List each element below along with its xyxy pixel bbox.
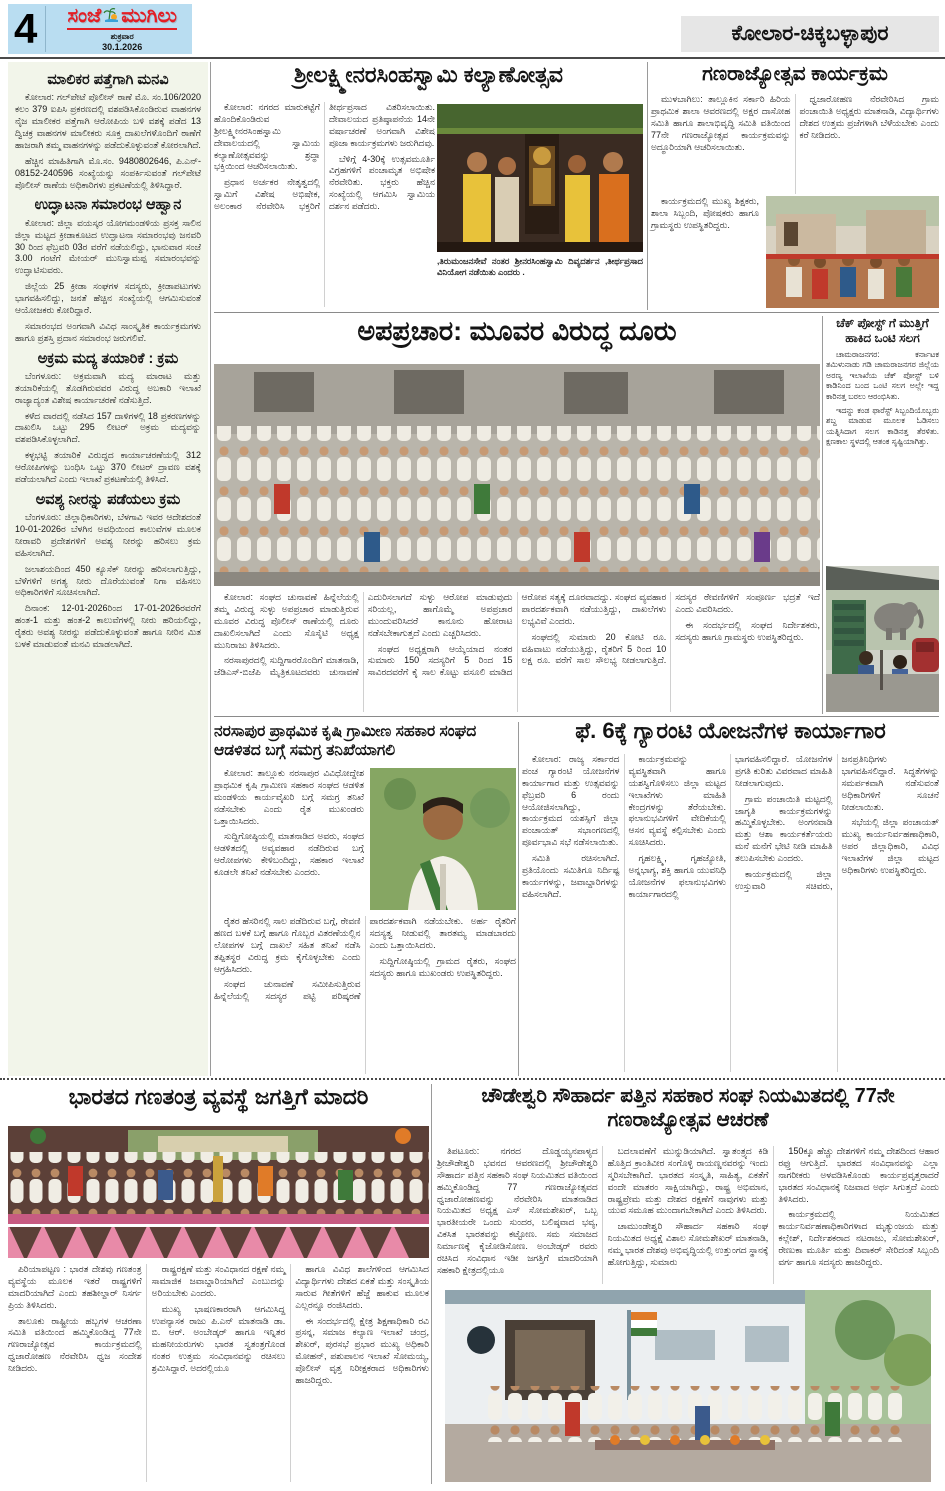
kalyanotsava-headline: ಶ್ರೀಲಕ್ಷ್ಮೀನರಸಿಂಹಸ್ವಾಮಿ ಕಲ್ಯಾಣೋತ್ಸವ <box>294 62 563 87</box>
ganatantra-headline: ಭಾರತದ ಗಣತಂತ್ರ ವ್ಯವಸ್ಥೆ ಜಗತ್ತಿಗೆ ಮಾದರಿ <box>68 1084 369 1109</box>
paragraph: ಧ್ವಜಾರೋಹಣ ನೆರವೇರಿಸಿದ ಗ್ರಾಮ ಪಂಚಾಯಿತಿ ಅಧ್ಯಕ್ಷರು ಮಾತನಾಡಿ, ವಿದ್ಯಾರ್ಥಿಗಳು ದೇಶದ ಉತ್ತಮ ಪ್ರಜೆಗಳಾಗಿ ಬೆಳೆಯಬೇಕು ಎಂದು ಕರೆ ನೀಡಿದರು. <box>799 94 939 140</box>
masthead <box>8 4 192 54</box>
column-rule <box>210 62 211 1076</box>
photo-group-press-meet <box>214 364 820 586</box>
article-narasapura <box>214 722 516 1076</box>
masthead-date: 30.1.2026 <box>102 42 143 52</box>
elephant-body <box>826 350 939 448</box>
paragraph: ಬೆಂಗಳೂರು: ಅಕ್ರಮವಾಗಿ ಮದ್ಯ ಮಾರಾಟ ಮತ್ತು ತಯಾರಿಕೆಯಲ್ಲಿ ತೊಡಗಿರುವವರ ವಿರುದ್ಧ ಅಬಕಾರಿ ಇಲಾಖೆ ರಾಜ್ಯಾದ್ಯಂತ ವಿಶೇಷ ಕಾರ್ಯಾಚರಣೆ ನಡೆಸುತ್ತಿದೆ. <box>15 370 201 405</box>
paragraph: ಕೋಲಾರ: ತಾಲ್ಲೂಕು ನರಸಾಪುರ ವಿವಿಧೋದ್ದೇಶ ಪ್ರಾಥಮಿಕ ಕೃಷಿ ಗ್ರಾಮೀಣ ಸಹಕಾರ ಸಂಘದ ಆಡಳಿತ ಮಂಡಳಿಯ ಕಾರ್ಯವೈಖರಿ ಬಗ್ಗೆ ಸಮಗ್ರ ತನಿಖೆ ನಡೆಸಬೇಕು ಎಂದು ರೈತ ಮುಖಂಡರು ಒತ್ತಾಯಿಸಿದರು. <box>214 768 364 826</box>
left-story4-body <box>15 512 201 651</box>
paragraph: ಸಂಘದ ಅಧ್ಯಕ್ಷರಾಗಿ ಆಯ್ಕೆಯಾದ ನಂತರ ಸುಮಾರು 150 ಸದಸ್ಯರಿಗೆ 5 ರಿಂದ 15 ಸಾವಿರದವರೆಗೆ ಕೈ ಸಾಲ ಕೊಟ್ಟು ವಸೂಲಿ ಮಾಡಿದ ಆರೋಪ ಸತ್ಯಕ್ಕೆ ದೂರವಾದದ್ದು. ಸಂಘದ ವ್ಯವಹಾರ ಪಾರದರ್ಶಕವಾಗಿ ನಡೆಯುತ್ತಿದ್ದು, ದಾಖಲೆಗಳು ಲಭ್ಯವಿವೆ ಎಂದರು. <box>367 592 667 678</box>
paragraph: ಕಾರ್ಯಕ್ರಮವನ್ನು ವ್ಯವಸ್ಥಿತವಾಗಿ ಹಾಗೂ ಯಶಸ್ವಿಗೊಳಿಸಲು ಜಿಲ್ಲಾ ಮಟ್ಟದ ಇಲಾಖೆಗಳು ಮಾಹಿತಿ ಕೇಂದ್ರಗಳನ್ನು ತೆರೆಯಬೇಕು. ಫಲಾನುಭವಿಗಳಿಗೆ ವೇದಿಕೆಯಲ್ಲಿ ಆಸನ ವ್ಯವಸ್ಥೆ ಕಲ್ಪಿಸಬೇಕು ಎಂದು ಸೂಚಿಸಿದರು. <box>628 754 726 848</box>
palm-tree-icon <box>103 6 119 26</box>
article-kalyanotsava <box>214 62 643 310</box>
paragraph: ಮುಳಬಾಗಿಲು: ತಾಲ್ಲೂಕಿನ ಸರ್ಕಾರಿ ಹಿರಿಯ ಪ್ರಾಥಮಿಕ ಶಾಲಾ ಆವರಣದಲ್ಲಿ ಅಕ್ಷರ ದಾಸೋಹ ಸಮಿತಿ ಹಾಗೂ ಶಾಲಾಭಿವೃದ್ಧಿ ಸಮಿತಿ ವತಿಯಿಂದ 77ನೇ ಗಣರಾಜ್ಯೋತ್ಸವ ಕಾರ್ಯಕ್ರಮವನ್ನು ಅದ್ಧೂರಿಯಾಗಿ ಆಚರಿಸಲಾಯಿತು. <box>651 94 791 152</box>
paragraph: ಕೋಲಾರ: ನಗರದ ಮಾರುಕಟ್ಟೆಗೆ ಹೊಂದಿಕೊಂಡಿರುವ ಶ್ರೀಲಕ್ಷ್ಮೀನರಸಿಂಹಸ್ವಾಮಿ ದೇವಾಲಯದಲ್ಲಿ ಸ್ವಾಮಿಯ ಕಲ್ಯಾಣೋತ್ಸವವನ್ನು ಶ್ರದ್ಧಾ ಭಕ್ತಿಯಿಂದ ಆಚರಿಸಲಾಯಿತು. <box>214 102 320 172</box>
paragraph: ಬೆಳಿಗ್ಗೆ 4-30ಕ್ಕೆ ಉತ್ಸವಮೂರ್ತಿ ವಿಗ್ರಹಗಳಿಗೆ ಪಂಚಾಮೃತ ಅಭಿಷೇಕ ನೆರವೇರಿತು. ಭಕ್ತರು ಹೆಚ್ಚಿನ ಸಂಖ್ಯೆಯಲ್ಲಿ ಆಗಮಿಸಿ ಸ್ವಾಮಿಯ ದರ್ಶನ ಪಡೆದರು. <box>329 153 435 211</box>
paragraph: ಬದಲಾವಣೆಗೆ ಮುನ್ನುಡಿಯಾಗಿದೆ. ಸ್ವಾತಂತ್ರ್ಯದ ಕಿಡಿ ಹೊತ್ತಿದ ಕ್ರಾಂತಿವೀರ ಸಂಗೊಳ್ಳಿ ರಾಯಣ್ಣನವರನ್ನು ಇಂದು ಸ್ಮರಿಸಬೇಕಾಗಿದೆ. ಭಾರತದ ಸಂಸ್ಕೃತಿ, ಸಾಹಿತ್ಯ, ಏಕತೆಗೆ ವಂದೇ ಮಾತರಂ ಸಾಕ್ಷಿಯಾಗಿದ್ದು, ರಾಷ್ಟ್ರ ಅಭಿಮಾನ, ರಾಷ್ಟ್ರಪ್ರೇಮ ಮತ್ತು ದೇಶದ ರಕ್ಷಣೆಗೆ ನಾವುಗಳು ಮತ್ತು ಯುವ ಸಮೂಹ ಮುಂದಾಗಬೇಕಾಗಿದೆ ಎಂದು ತಿಳಿಸಿದರು. <box>607 1146 769 1216</box>
paragraph: ಚಾಮರಾಜನಗರ: ಕರ್ನಾಟಕ ತಮಿಳುನಾಡು ಗಡಿ ಚಾಮರಾಜನಗರ ಜಿಲ್ಲೆಯ ಅರಣ್ಯ ಇಲಾಖೆಯ ಚೆಕ್ ಪೋಸ್ಟ್ ಬಳಿ ಕಾಡಿನಿಂದ ಬಂದ ಒಂಟಿ ಸಲಗ ಅಲ್ಲೇ ಇದ್ದ ಕಾರಿನತ್ತ ಬರಲು ಆರಂಭಿಸಿತು. <box>826 350 939 401</box>
paragraph: ಕಾರ್ಯಕ್ರಮದಲ್ಲಿ ಮುಖ್ಯ ಶಿಕ್ಷಕರು, ಶಾಲಾ ಸಿಬ್ಬಂದಿ, ಪೋಷಕರು ಹಾಗೂ ಗ್ರಾಮಸ್ಥರು ಉಪಸ್ಥಿತರಿದ್ದರು. <box>651 196 759 230</box>
ganarajyotsava-body-top <box>651 94 939 194</box>
section-divider <box>214 716 939 717</box>
article-guarantee <box>522 718 939 1076</box>
kalyanotsava-photo-caption: ,ತಿರುಮಂಜನಸೇವೆ ನಂತರ ಶ್ರೀನರಸಿಂಹಸ್ವಾಮಿ ದಿವ್ಯದರ್ಶನ ,ತೀರ್ಥಪ್ರಸಾದ ವಿನಿಯೋಗ ನಡೆಯಿತು ಎಂದರು . <box>437 256 643 278</box>
photo-checkpost-elephant <box>826 566 939 712</box>
elephant-headline: ಚೆಕ್ ಪೋಸ್ಟ್ ಗೆ ಮುತ್ತಿಗೆ ಹಾಕಿದ ಒಂಟಿ ಸಲಗ <box>836 316 929 345</box>
paragraph: ಜಲಾಶಯದಿಂದ 450 ಕ್ಯೂಸೆಕ್ ನೀರನ್ನು ಹರಿಸಲಾಗುತ್ತಿದ್ದು, ಬೆಳೆಗಳಿಗೆ ಅಗತ್ಯ ನೀರು ದೊರೆಯುವಂತೆ ನಿಗಾ ವಹಿಸಲು ಅಧಿಕಾರಿಗಳಿಗೆ ಸೂಚಿಸಲಾಗಿದೆ. <box>15 563 201 598</box>
paragraph: ಕೋಲಾರ: ಜಿಲ್ಲಾ ವಯಸ್ಕರ ಯೋಗಮಂಡಳಿಯ ಪ್ರಸಕ್ತ ಸಾಲಿನ ಜಿಲ್ಲಾ ಮಟ್ಟದ ಕ್ರೀಡಾಕೂಟದ ಉದ್ಘಾಟನಾ ಸಮಾರಂಭವು ಜನವರಿ 30 ರಿಂದ ಫೆಬ್ರವರಿ 03ರ ವರೆಗೆ ನಡೆಯಲಿದ್ದು, ಭಾನುವಾರ ಸಂಜೆ 3.00 ಗಂಟೆಗೆ ಮೇಯರ್ ಮುನಿಸ್ವಾಮಪ್ಪ ಸಮಾರಂಭವನ್ನು ಉದ್ಘಾಟಿಸುವರು. <box>15 217 201 276</box>
column-rule <box>431 1084 432 1484</box>
paragraph: ಕಾರ್ಯಕ್ರಮದಲ್ಲಿ ಜಿಲ್ಲಾ ಉಸ್ತುವಾರಿ ಸಚಿವರು, ಜನಪ್ರತಿನಿಧಿಗಳು ಭಾಗವಹಿಸಲಿದ್ದಾರೆ. ಸಿದ್ಧತೆಗಳನ್ನು ಸಮರ್ಪಕವಾಗಿ ನಡೆಸುವಂತೆ ಅಧಿಕಾರಿಗಳಿಗೆ ಸೂಚನೆ ನೀಡಲಾಯಿತು. <box>735 754 939 891</box>
left-story1-headline: ಮಾಲಿಕರ ಪತ್ತೆಗಾಗಿ ಮನವಿ <box>47 72 169 88</box>
left-story2-headline: ಉದ್ಘಾಟನಾ ಸಮಾರಂಭ ಆಹ್ವಾನ <box>34 197 182 214</box>
paragraph: ಸಂಘದಲ್ಲಿ ಸುಮಾರು 20 ಕೋಟಿ ರೂ. ವಹಿವಾಟು ನಡೆಯುತ್ತಿದ್ದು, ರೈತರಿಗೆ 5 ರಿಂದ 10 ಲಕ್ಷ ರೂ. ವರೆಗೆ ಸಾಲ ಸೌಲಭ್ಯ ನೀಡಲಾಗುತ್ತಿದೆ. ಸದಸ್ಯರ ಠೇವಣಿಗಳಿಗೆ ಸಂಪೂರ್ಣ ಭದ್ರತೆ ಇದೆ ಎಂದು ವಿವರಿಸಿದರು. <box>521 592 820 666</box>
masthead-title-left: ಸಂಜೆ <box>67 5 102 27</box>
paragraph: ಜಿಲ್ಲೆಯ 25 ಕ್ರೀಡಾ ಸಂಘಗಳ ಸದಸ್ಯರು, ಕ್ರೀಡಾಪಟುಗಳು ಭಾಗವಹಿಸಲಿದ್ದು, ಜನತೆ ಹೆಚ್ಚಿನ ಸಂಖ್ಯೆಯಲ್ಲಿ ಆಗಮಿಸುವಂತೆ ಆಯೋಜಕರು ಕೋರಿದ್ದಾರೆ. <box>15 281 201 315</box>
paragraph: ತಿಪಟೂರು: ನಗರದ ದೊಡ್ಡಯ್ಯನಪಾಳ್ಯದ ಶ್ರೀಚೌಡೇಶ್ವರಿ ಭವನದ ಆವರಣದಲ್ಲಿ ಶ್ರೀಚೌಡೇಶ್ವರಿ ಸೌಹಾರ್ದ ಪತ್ತಿನ ಸಹಕಾರಿ ಸಂಘ ನಿಯಮಿತದ ವತಿಯಿಂದ ಹಮ್ಮಿಕೊಂಡಿದ್ದ 77 ಗಣರಾಜ್ಯೋತ್ಸವದ ಧ್ವಜಾರೋಹಣವನ್ನು ನೆರವೇರಿಸಿ ಮಾತನಾಡಿದ ನಿಯಮಿತದ ಅಧ್ಯಕ್ಷ ಎಸ್ ಸೋಮಶೇಖರ್, ಒಬ್ಬ ಭಾರತೀಯರೇ ಒಂದು ಸುಂದರ, ಬಲಿಷ್ಠವಾದ ಭವ್ಯ, ವಿಕಸಿತ ಭಾರತವನ್ನು ಕಟ್ಟೋಣ. ಸಮ ಸಮಾಜದ ನಿರ್ಮಾಣಕ್ಕೆ ಕೈಜೋಡಿಸೋಣ. ಅಂಬೇಡ್ಕರ್ ರವರು ರಚಿಸಿದ ಸಂವಿಧಾನ ಇಡೀ ಜಗತ್ತಿಗೆ ಮಾದರಿಯಾಗಿ ಸಹಕಾರಿ ಕ್ಷೇತ್ರದಲ್ಲಿಯೂ <box>437 1146 598 1275</box>
article-ganatantra <box>8 1084 429 1484</box>
paragraph: ಕಳೆದ ವಾರದಲ್ಲಿ ನಡೆಸಿದ 157 ದಾಳಿಗಳಲ್ಲಿ 18 ಪ್ರಕರಣಗಳನ್ನು ದಾಖಲಿಸಿ ಒಟ್ಟು 295 ಲೀಟರ್ ಅಕ್ರಮ ಮದ್ಯವನ್ನು ವಶಪಡಿಸಿಕೊಳ್ಳಲಾಗಿದೆ. <box>15 410 201 445</box>
paragraph: ಸಭೆಯಲ್ಲಿ ಜಿಲ್ಲಾ ಪಂಚಾಯತ್ ಮುಖ್ಯ ಕಾರ್ಯನಿರ್ವಹಣಾಧಿಕಾರಿ, ಅಪರ ಜಿಲ್ಲಾಧಿಕಾರಿ, ವಿವಿಧ ಇಲಾಖೆಗಳ ಜಿಲ್ಲಾ ಮಟ್ಟದ ಅಧಿಕಾರಿಗಳು ಉಪಸ್ಥಿತರಿದ್ದರು. <box>841 817 939 875</box>
article-chowdeshwari <box>437 1084 939 1484</box>
paragraph: ತಾಲೂಕು ರಾಷ್ಟ್ರೀಯ ಹಬ್ಬಗಳ ಆಚರಣಾ ಸಮಿತಿ ವತಿಯಿಂದ ಹಮ್ಮಿಕೊಂಡಿದ್ದ 77ನೇ ಗಣರಾಜ್ಯೋತ್ಸವ ಕಾರ್ಯಕ್ರಮದಲ್ಲಿ ಧ್ವಜಾರೋಹಣ ನೆರವೇರಿಸಿ ಧ್ವಜ ಸಂದೇಶ ನೀಡಿದರು. <box>8 1315 142 1373</box>
masthead-title-block <box>45 6 192 52</box>
article-ganarajyotsava <box>651 62 939 310</box>
paragraph: ದಿನಾಂಕ: 12-01-2026ರಿಂದ 17-01-2026ರವರೆಗೆ ಹಂತ-1 ಮತ್ತು ಹಂತ-2 ಕಾಲುವೆಗಳಲ್ಲಿ ನೀರು ಹರಿಯಲಿದ್ದು, ರೈತರು ಅವಶ್ಯ ನೀರನ್ನು ಪಡೆದುಕೊಳ್ಳುವಂತೆ ಹಾಗೂ ನೀರಿನ ಮಿತ ಬಳಕೆ ಮಾಡುವಂತೆ ಮನವಿ ಮಾಡಲಾಗಿದೆ. <box>15 603 201 649</box>
narasapura-body-left <box>214 768 364 910</box>
left-column <box>8 62 208 1076</box>
header-divider <box>0 57 945 59</box>
paragraph: ಪ್ರಧಾನ ಅರ್ಚಕರ ನೇತೃತ್ವದಲ್ಲಿ ಸ್ವಾಮಿಗೆ ವಿಶೇಷ ಅಭಿಷೇಕ, ಅಲಂಕಾರ ನೆರವೇರಿಸಿ ಭಕ್ತರಿಗೆ ತೀರ್ಥಪ್ರಸಾದ ವಿತರಿಸಲಾಯಿತು. ದೇವಾಲಯದ ಪ್ರತಿಷ್ಠಾಪನೆಯ 14ನೇ ವರ್ಷಾಚರಣೆ ಅಂಗವಾಗಿ ವಿಶೇಷ ಪೂಜಾ ಕಾರ್ಯಕ್ರಮಗಳು ಜರುಗಿದವು. <box>214 102 435 211</box>
chowdeshwari-body <box>437 1146 939 1284</box>
paragraph: ಕಳ್ಳಭಟ್ಟಿ ತಯಾರಿಕೆ ವಿರುದ್ಧದ ಕಾರ್ಯಾಚರಣೆಯಲ್ಲಿ 312 ಆರೋಪಿಗಳನ್ನು ಬಂಧಿಸಿ ಒಟ್ಟು 370 ಲೀಟರ್ ದ್ರಾವಣ ವಶಕ್ಕೆ ಪಡೆಯಲಾಗಿದೆ ಎಂದು ಇಲಾಖೆ ಪ್ರಕಟಣೆಯಲ್ಲಿ ತಿಳಿಸಿದೆ. <box>15 450 201 484</box>
ganarajyotsava-body-left <box>651 196 759 308</box>
left-story4-headline: ಅವಶ್ಯ ನೀರನ್ನು ಪಡೆಯಲು ಕ್ರಮ <box>35 491 181 508</box>
paragraph: ಕಾರ್ಯಕ್ರಮದಲ್ಲಿ ನಿಯಮಿತದ ಕಾರ್ಯನಿರ್ವಹಣಾಧಿಕಾರಿಗಳಾದ ಮೃತ್ಯುಂಜಯ ಮತ್ತು ಕಲ್ಲೇಶ್, ನಿರ್ದೇಶಕರಾದ ನಟರಾಜು, ಸೋಮಶೇಖರ್, ರೇಣುಕಾ ಮೂರ್ತಿ ಮತ್ತು ದಿವಾಕರ್ ಸೇರಿದಂತೆ ಸಿಬ್ಬಂದಿ ವರ್ಗ ಹಾಗೂ ಸದಸ್ಯರು ಹಾಜರಿದ್ದರು. <box>778 1209 939 1267</box>
edition-region: ಕೋಲಾರ-ಚಿಕ್ಕಬಳ್ಳಾಪುರ <box>681 16 939 52</box>
paragraph: ಹೆಚ್ಚಿನ ಮಾಹಿತಿಗಾಗಿ ಮೊ.ಸಂ. 9480802646, ಪಿ.ಎನ್- 08152-240596 ಸಂಖ್ಯೆಯನ್ನು ಸಂಪರ್ಕಿಸುವಂತೆ ಗಲ್‌ಪೇಟೆ ಪೊಲೀಸ್ ಠಾಣೆಯ ಅಧಿಕಾರಿಗಳು ಪ್ರಕಟಣೆಯಲ್ಲಿ ತಿಳಿಸಿದ್ದಾರೆ. <box>15 155 201 190</box>
photo-society-building-flag <box>445 1290 931 1482</box>
paragraph: ಈ ಸಂದರ್ಭದಲ್ಲಿ ಕ್ಷೇತ್ರ ಶಿಕ್ಷಣಾಧಿಕಾರಿ ರವಿ ಪ್ರಸನ್ನ, ಸಮಾಜ ಕಲ್ಯಾಣ ಇಲಾಖೆ ಚಂದ್ರ, ಶೇಖರ್, ಪುರಸಭೆ ಪ್ರಭಾರ ಮುಖ್ಯ ಅಧಿಕಾರಿ ಮೋಹನ್, ಪಶುಪಾಲನ ಇಲಾಖೆ ಸೋಮಯ್ಯ, ಪೊಲೀಸ್ ವೃತ್ತ ನಿರೀಕ್ಷಕರಾದ ಅಧಿಕಾರಿಗಳು ಹಾಜರಿದ್ದರು. <box>295 1315 429 1385</box>
ganarajyotsava-headline: ಗಣರಾಜ್ಯೋತ್ಸವ ಕಾರ್ಯಕ್ರಮ <box>702 63 888 85</box>
section-divider <box>214 312 939 313</box>
paragraph: ಕೋಲಾರ: ಗಲ್‌ಪೇಟೆ ಪೊಲೀಸ್ ಠಾಣೆ ಮೊ. ಸಂ.106/2020 ಕಲಂ 379 ಐಪಿಸಿ ಪ್ರಕರಣದಲ್ಲಿ ವಶಪಡಿಸಿಕೊಂಡಿರುವ ವಾಹನಗಳ ನೈಜ ಮಾಲೀಕರ ಪತ್ತೆಗಾಗಿ ಆರೋಪಿಯ ಬಳಿ ವಶಕ್ಕೆ ಪಡೆದ 13 ದ್ವಿಚಕ್ರ ವಾಹನಗಳ ಮಾಲೀಕರು ಸೂಕ್ತ ದಾಖಲೆಗಳೊಂದಿಗೆ ಠಾಣೆಗೆ ಹಾಜರಾಗಿ ತಮ್ಮ ವಾಹನಗಳನ್ನು ಪಡೆದುಕೊಳ್ಳುವಂತೆ ಕೋರಲಾಗಿದೆ. <box>15 92 201 150</box>
apapracha-body <box>214 592 820 712</box>
narasapura-body-bottom <box>214 916 516 1074</box>
paragraph: ಸುದ್ದಿಗೋಷ್ಠಿಯಲ್ಲಿ ಮಾತನಾಡಿದ ಅವರು, ಸಂಘದ ಆಡಳಿತದಲ್ಲಿ ಅವ್ಯವಹಾರ ನಡೆದಿರುವ ಬಗ್ಗೆ ಆರೋಪಗಳು ಕೇಳಿಬಂದಿದ್ದು, ಸಹಕಾರ ಇಲಾಖೆ ಕೂಡಲೇ ತನಿಖೆ ನಡೆಸಬೇಕು ಎಂದರು. <box>214 831 364 877</box>
paragraph: ಗ್ರಾಮ ಪಂಚಾಯಿತಿ ಮಟ್ಟದಲ್ಲಿ ಜಾಗೃತಿ ಕಾರ್ಯಕ್ರಮಗಳನ್ನು ಹಮ್ಮಿಕೊಳ್ಳಬೇಕು. ಅಂಗನವಾಡಿ ಮತ್ತು ಆಶಾ ಕಾರ್ಯಕರ್ತೆಯರು ಮನೆ ಮನೆಗೆ ಭೇಟಿ ನೀಡಿ ಮಾಹಿತಿ ತಲುಪಿಸಬೇಕು ಎಂದರು. <box>735 793 833 863</box>
guarantee-body <box>522 754 939 1072</box>
photo-farmer-leader <box>370 768 516 910</box>
paragraph: ಸಮಾರಂಭದ ಅಂಗವಾಗಿ ವಿವಿಧ ಸಾಂಸ್ಕೃತಿಕ ಕಾರ್ಯಕ್ರಮಗಳು ಹಾಗೂ ಪ್ರಶಸ್ತಿ ಪ್ರದಾನ ಸಮಾರಂಭ ಜರುಗಲಿವೆ. <box>15 320 201 343</box>
bottom-section-divider <box>0 1078 945 1080</box>
column-rule <box>647 62 648 310</box>
paragraph: ಸುದ್ದಿಗೋಷ್ಠಿಯಲ್ಲಿ ಗ್ರಾಮದ ರೈತರು, ಸಂಘದ ಸದಸ್ಯರು ಹಾಗೂ ಮುಖಂಡರು ಉಪಸ್ಥಿತರಿದ್ದರು. <box>369 955 516 978</box>
paragraph: ಪಿರಿಯಾಪಟ್ಟಣ : ಭಾರತ ದೇಶವು ಗಣತಂತ್ರ ವ್ಯವಸ್ಥೆಯ ಮೂಲಕ ಇತರೆ ರಾಷ್ಟ್ರಗಳಿಗೆ ಮಾದರಿಯಾಗಿದೆ ಎಂದು ತಹಶೀಲ್ದಾರ್ ನಿಸರ್ಗ ಪ್ರಿಯ ತಿಳಿಸಿದರು. <box>8 1264 142 1310</box>
paragraph: ಈ ಸಂದರ್ಭದಲ್ಲಿ ಸಂಘದ ನಿರ್ದೇಶಕರು, ಸದಸ್ಯರು ಹಾಗೂ ಗ್ರಾಮಸ್ಥರು ಉಪಸ್ಥಿತರಿದ್ದರು. <box>675 619 820 642</box>
narasapura-headline: ನರಸಾಪುರ ಪ್ರಾಥಮಿಕ ಕೃಷಿ ಗ್ರಾಮೀಣ ಸಹಕಾರ ಸಂಘದ ಆಡಳಿತದ ಬಗ್ಗೆ ಸಮಗ್ರ ತನಿಖೆಯಾಗಲಿ <box>214 723 477 760</box>
paragraph: 150ಕ್ಕೂ ಹೆಚ್ಚು ದೇಶಗಳಿಗೆ ನಮ್ಮ ದೇಶದಿಂದ ಆಹಾರ ರಫ್ತು ಆಗುತ್ತಿದೆ. ಭಾರತದ ಸಂವಿಧಾನವನ್ನು ಎಲ್ಲಾ ನಾಗರೀಕರು ಅಳವಡಿಸಿಕೊಂಡು ಕಾರ್ಯಪ್ರವೃತ್ತರಾದರೆ ಭಾರತದ ಸಂವಿಧಾನಕ್ಕೆ ನಿಜವಾದ ಅರ್ಥ ಸಿಗುತ್ತದೆ ಎಂದು ತಿಳಿಸಿದರು. <box>778 1146 939 1204</box>
paragraph: ಸಂಘದ ಚುನಾವಣೆ ಸಮೀಪಿಸುತ್ತಿರುವ ಹಿನ್ನೆಲೆಯಲ್ಲಿ ಸದಸ್ಯರ ಪಟ್ಟಿ ಪರಿಷ್ಕರಣೆ ಪಾರದರ್ಶಕವಾಗಿ ನಡೆಯಬೇಕು. ಅರ್ಹ ರೈತರಿಗೆ ಸದಸ್ಯತ್ವ ನೀಡುವಲ್ಲಿ ತಾರತಮ್ಯ ಮಾಡಬಾರದು ಎಂದು ಒತ್ತಾಯಿಸಿದರು. <box>214 916 516 1002</box>
paragraph: ಬೆಂಗಳೂರು: ಜಿಲ್ಲಾಧಿಕಾರಿಗಳು, ಬೆಳಗಾವಿ ಇವರ ಆದೇಶದಂತೆ 10-01-2026ರ ಬೆಳಗಿನ ಅವಧಿಯಿಂದ ಕಾಲುವೆಗಳ ಮೂಲಕ ನೀರಾವರಿ ಪ್ರದೇಶಗಳಿಗೆ ಅವಶ್ಯ ನೀರನ್ನು ಹರಿಸಲು ಕ್ರಮ ವಹಿಸಲಾಗಿದೆ. <box>15 512 201 558</box>
paragraph: ಚಾಮುಂಡೇಶ್ವರಿ ಸೌಹಾರ್ದ ಸಹಕಾರಿ ಸಂಘ ನಿಯಮಿತದ ಅಧ್ಯಕ್ಷೆ ವಿಶಾಲ ಸೋಮಶೇಖರ್ ಮಾತನಾಡಿ, ನಮ್ಮ ಭಾರತ ದೇಶವು ಅಭಿವೃದ್ಧಿಯಲ್ಲಿ ಉತ್ತುಂಗದ ಸ್ಥಾನಕ್ಕೆ ಹೋಗುತ್ತಿದ್ದು, ಸುಮಾರು <box>607 1221 769 1267</box>
masthead-title-right: ಮುಗಿಲು <box>121 5 177 27</box>
masthead-day: ಶುಕ್ರವಾರ <box>110 32 134 41</box>
page-number: 4 <box>14 5 38 52</box>
ganatantra-body <box>8 1264 429 1482</box>
paragraph: ಇದನ್ನು ಕಂಡ ಫಾರೆಸ್ಟ್ ಸಿಬ್ಬಂದಿಯೊಬ್ಬರು ಶಬ್ದ ಮಾಡುವ ಮೂಲಕ ಓಡಿಸಲು ಯತ್ನಿಸಿದಾಗ ಸಲಗ ಕಾಡಿನತ್ತ ತೆರಳಿತು. ಕ್ಷಣಕಾಲ ಸ್ಥಳದಲ್ಲಿ ಆತಂಕ ಸೃಷ್ಟಿಯಾಗಿತ್ತು. <box>826 405 939 447</box>
article-apapracha <box>214 316 820 714</box>
photo-stage-flag-hoisting <box>8 1126 429 1258</box>
apapracha-headline: ಅಪಪ್ರಚಾರ: ಮೂವರ ವಿರುದ್ಧ ದೂರು <box>357 316 677 346</box>
column-rule <box>822 316 823 714</box>
paragraph: ನರಸಾಪುರದಲ್ಲಿ ಸುದ್ದಿಗಾರರೊಂದಿಗೆ ಮಾತನಾಡಿ, ಜೆಡಿಎಸ್-ಬಿಜೆಪಿ ಮೈತ್ರಿಕೂಟದವರು ಚುನಾವಣೆ ಎದುರಿಸಲಾಗದೆ ಸುಳ್ಳು ಆರೋಪ ಮಾಡುವುದು ಸರಿಯಲ್ಲ, ಹಾಗೊಮ್ಮೆ ಅಪಪ್ರಚಾರ ಮುಂದುವರಿಸಿದರೆ ಕಾನೂನು ಹೋರಾಟ ನಡೆಸಬೇಕಾಗುತ್ತದೆ ಎಂದು ಎಚ್ಚರಿಸಿದರು. <box>214 592 513 678</box>
column-rule <box>518 722 519 1076</box>
chowdeshwari-headline: ಚೌಡೇಶ್ವರಿ ಸೌಹಾರ್ದ ಪತ್ತಿನ ಸಹಕಾರ ಸಂಘ ನಿಯಮಿತದಲ್ಲಿ 77ನೇ ಗಣರಾಜ್ಯೋತ್ಸವ ಆಚರಣೆ <box>481 1085 895 1131</box>
paragraph: ರಾಷ್ಟ್ರರಕ್ಷಣೆ ಮತ್ತು ಸಂವಿಧಾನದ ರಕ್ಷಣೆ ನಮ್ಮ ಸಾಮಾಜಿಕ ಜವಾಬ್ದಾರಿಯಾಗಿದೆ ಎಂಬುದನ್ನು ಅರಿಯಬೇಕು ಎಂದರು. <box>151 1264 286 1298</box>
left-story1-body <box>15 92 201 191</box>
article-elephant <box>826 316 939 714</box>
paragraph: ಹಾಗೂ ವಿವಿಧ ಶಾಲೆಗಳಿಂದ ಆಗಮಿಸಿದ ವಿದ್ಯಾರ್ಥಿಗಳು ದೇಶದ ಏಕತೆ ಮತ್ತು ಸಂಸ್ಕೃತಿಯ ಸಾರುವ ಗೀತೆಗಳಿಗೆ ಹೆಜ್ಜೆ ಹಾಕುವ ಮೂಲಕ ಎಲ್ಲರನ್ನೂ ರಂಜಿಸಿದರು. <box>295 1264 429 1310</box>
paragraph: ಗೃಹಲಕ್ಷ್ಮಿ, ಗೃಹಜ್ಯೋತಿ, ಅನ್ನಭಾಗ್ಯ, ಶಕ್ತಿ ಹಾಗೂ ಯುವನಿಧಿ ಯೋಜನೆಗಳ ಫಲಾನುಭವಿಗಳು ಕಾರ್ಯಾಗಾರದಲ್ಲಿ ಭಾಗವಹಿಸಲಿದ್ದಾರೆ. ಯೋಜನೆಗಳ ಪ್ರಗತಿ ಕುರಿತು ವಿವರವಾದ ಮಾಹಿತಿ ನೀಡಲಾಗುವುದು. <box>628 754 833 899</box>
photo-school-event <box>766 196 939 308</box>
photo-temple-ceremony <box>437 104 643 252</box>
paragraph: ಕೋಲಾರ: ರಾಜ್ಯ ಸರ್ಕಾರದ ಪಂಚ ಗ್ಯಾರಂಟಿ ಯೋಜನೆಗಳ ಕಾರ್ಯಾಗಾರ ಮತ್ತು ಉತ್ಸವವನ್ನು ಫೆಬ್ರವರಿ 6 ರಂದು ಆಯೋಜಿಸಲಾಗಿದ್ದು, ಕಾರ್ಯಕ್ರಮದ ಯಶಸ್ಸಿಗೆ ಜಿಲ್ಲಾ ಪಂಚಾಯತ್ ಸಭಾಂಗಣದಲ್ಲಿ ಪೂರ್ವಭಾವಿ ಸಭೆ ನಡೆಸಲಾಯಿತು. <box>522 754 620 848</box>
paragraph: ಕೋಲಾರ: ಸಂಘದ ಚುನಾವಣೆ ಹಿನ್ನೆಲೆಯಲ್ಲಿ ತಮ್ಮ ವಿರುದ್ಧ ಸುಳ್ಳು ಅಪಪ್ರಚಾರ ಮಾಡುತ್ತಿರುವ ಮೂವರ ವಿರುದ್ಧ ಪೊಲೀಸ್ ಠಾಣೆಯಲ್ಲಿ ದೂರು ದಾಖಲಿಸಲಾಗಿದೆ ಎಂದು ಸೊಸೈಟಿ ಅಧ್ಯಕ್ಷ ಮುನಿರಾಜು ತಿಳಿಸಿದರು. <box>214 592 359 650</box>
left-story3-body <box>15 371 201 486</box>
left-story3-headline: ಅಕ್ರಮ ಮದ್ಯ ತಯಾರಿಕೆ : ಕ್ರಮ <box>37 350 179 367</box>
guarantee-headline: ಫೆ. 6ಕ್ಕೆ ಗ್ಯಾರಂಟಿ ಯೋಜನೆಗಳ ಕಾರ್ಯಾಗಾರ <box>575 718 886 743</box>
paragraph: ರೈತರ ಹೆಸರಿನಲ್ಲಿ ಸಾಲ ಪಡೆದಿರುವ ಬಗ್ಗೆ, ಠೇವಣಿ ಹಣದ ಬಳಕೆ ಬಗ್ಗೆ ಹಾಗೂ ಗೊಬ್ಬರ ವಿತರಣೆಯಲ್ಲಿನ ಲೋಪಗಳ ಬಗ್ಗೆ ದಾಖಲೆ ಸಹಿತ ತನಿಖೆ ನಡೆಸಿ ತಪ್ಪಿತಸ್ಥರ ವಿರುದ್ಧ ಕ್ರಮ ಕೈಗೊಳ್ಳಬೇಕು ಎಂದು ಆಗ್ರಹಿಸಿದರು. <box>214 916 361 974</box>
paragraph: ಮುಖ್ಯ ಭಾಷಣಕಾರರಾಗಿ ಆಗಮಿಸಿದ್ದ ಉಪನ್ಯಾಸಕ ರಾಜು ಪಿ.ಎನ್ ಮಾತನಾಡಿ ಡಾ. ಬಿ. ಆರ್. ಅಂಬೇಡ್ಕರ್ ಹಾಗೂ ಇನ್ನಿತರ ಮಹನೀಯರುಗಳು ಭಾರತ ಸ್ವತಂತ್ರಗೊಂಡ ನಂತರ ಉತ್ತಮ ಸಂವಿಧಾನವನ್ನು ರಚಿಸಲು ಶ್ರಮಿಸಿದ್ದಾರೆ. ಅದರಲ್ಲಿಯೂ <box>151 1303 286 1373</box>
kalyanotsava-body <box>214 102 435 307</box>
left-story2-body <box>15 218 201 345</box>
masthead-title <box>67 6 176 30</box>
paragraph: ಸಮಿತಿ ರಚಿಸಲಾಗಿದೆ. ಪ್ರತಿಯೊಂದು ಸಮಿತಿಗೂ ನಿರ್ದಿಷ್ಟ ಕಾರ್ಯಗಳನ್ನು, ಜವಾಬ್ದಾರಿಗಳನ್ನು ವಹಿಸಲಾಗಿದೆ. <box>522 853 620 899</box>
